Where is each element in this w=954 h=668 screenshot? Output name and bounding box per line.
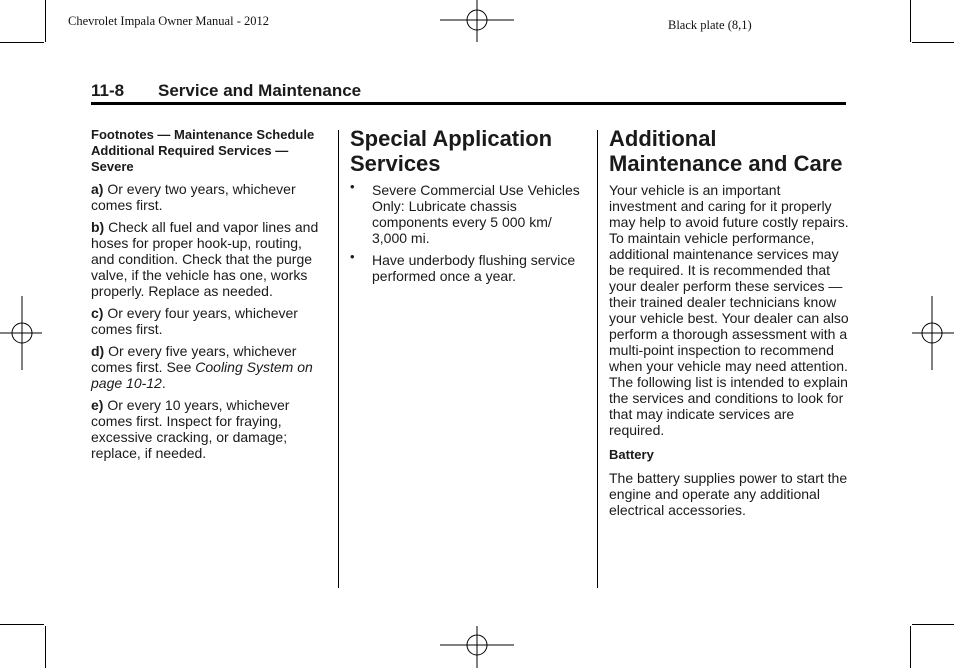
footnote-c [91, 305, 327, 337]
registration-mark-bottom [440, 626, 514, 668]
additional-maintenance-column [609, 126, 849, 524]
footnote-a [91, 181, 327, 213]
cross-reference-link[interactable]: Cooling System on page 10-12 [91, 359, 313, 391]
crop-mark [912, 624, 954, 625]
footnote-label: d) [91, 343, 105, 359]
footnote-text: Or every five years, whichever comes first. See [91, 343, 297, 375]
crop-mark [910, 626, 911, 668]
crop-mark [910, 0, 911, 42]
list-item-text: Severe Commercial Use Vehicles Only: Lubricate chassis components every 5 000 km/ 3,000 mi. [372, 182, 580, 246]
special-services-heading: Special Application Services [350, 126, 553, 176]
footnote-b [91, 219, 327, 299]
footnote-text: . [161, 375, 166, 391]
battery-heading: Battery [609, 447, 654, 462]
footnotes-column [91, 127, 327, 467]
footnote-text: Or every four years, whichever comes first. [91, 305, 298, 337]
column-divider [338, 130, 339, 588]
page-number: 11-8 [91, 81, 125, 100]
footnote-text: Check all fuel and vapor lines and hoses for proper hook-up, routing, and condition. Check that the purge valve, if the vehicle has one, works properly. Replace as needed. [91, 219, 319, 299]
special-services-list [350, 179, 586, 284]
crop-mark [0, 42, 44, 43]
list-item-text: Have underbody flushing service performed once a year. [372, 252, 576, 284]
footnote-text: Or every two years, whichever comes first. [91, 181, 296, 213]
special-services-column [350, 126, 586, 290]
manual-title: Chevrolet Impala Owner Manual - 2012 [68, 14, 269, 28]
registration-mark-right [912, 296, 954, 370]
section-title: Service and Maintenance [158, 81, 362, 100]
footnote-d [91, 343, 327, 391]
footnote-text: Or every 10 years, whichever comes first. Inspect for fraying, excessive cracking, or damage; replace, if needed. [91, 397, 290, 461]
crop-mark [0, 624, 44, 625]
column-divider [597, 130, 598, 588]
list-item [350, 249, 586, 284]
registration-mark-left [0, 296, 42, 370]
crop-mark [45, 0, 46, 42]
battery-text: The battery supplies power to start the engine and operate any additional electrical accessories. [609, 470, 848, 518]
footnote-e [91, 397, 327, 461]
crop-mark [45, 626, 46, 668]
footnotes-heading: Footnotes — Maintenance Schedule Additional Required Services — Severe [91, 127, 315, 174]
additional-maintenance-heading: Additional Maintenance and Care [609, 126, 843, 176]
footnote-label: e) [91, 397, 104, 413]
section-header [91, 80, 846, 105]
footnote-label: a) [91, 181, 104, 197]
list-item [350, 179, 586, 246]
plate-label: Black plate (8,1) [668, 18, 752, 32]
bullet-icon: • [350, 249, 355, 264]
bullet-icon: • [350, 179, 355, 194]
footnote-label: b) [91, 219, 105, 235]
crop-mark [912, 42, 954, 43]
registration-mark-top [440, 0, 514, 42]
additional-maintenance-intro: Your vehicle is an important investment and caring for it properly may help to avoid future costly repairs. To maintain vehicle performance, additional maintenance services may be required. It is recommended that your dealer perform these services — their trained dealer technicians know your vehicle best. Your dealer can also perform a thorough assessment with a multi-point inspection to recommend when your vehicle may need attention. The following list is intended to explain the services and conditions to look for that may indicate services are required. [609, 182, 849, 438]
footnote-label: c) [91, 305, 104, 321]
